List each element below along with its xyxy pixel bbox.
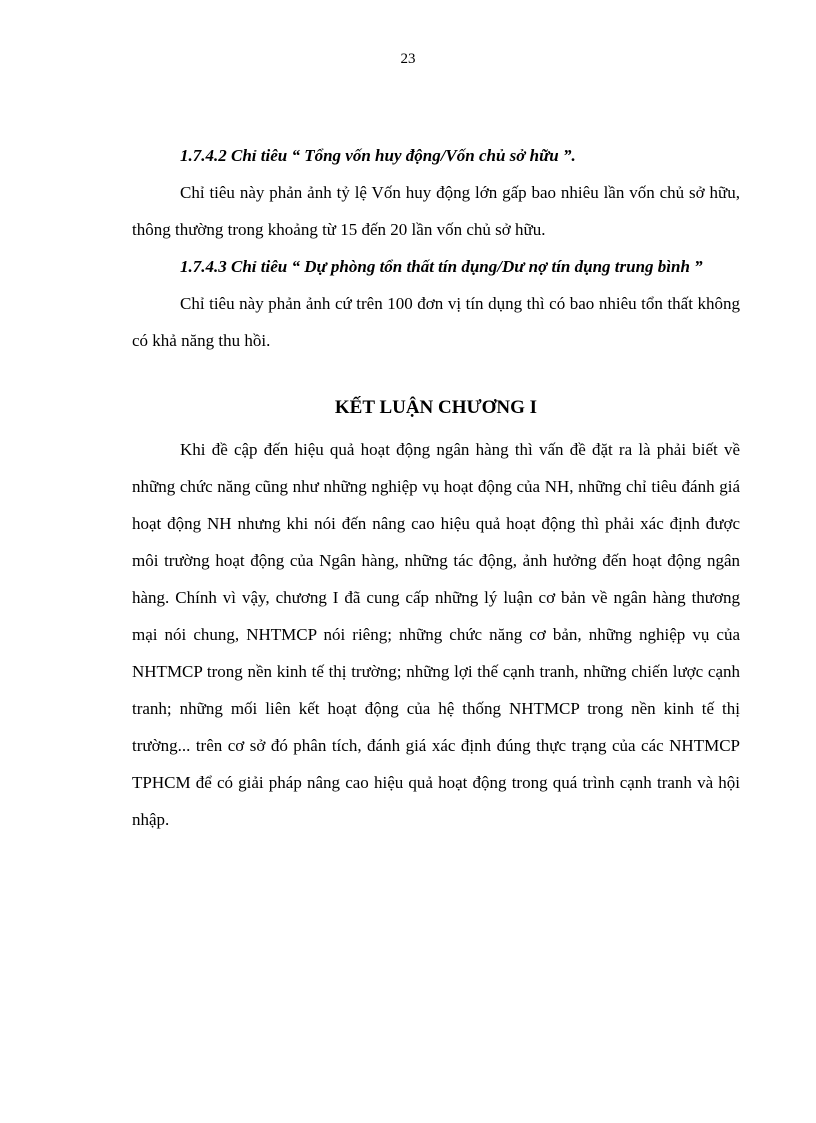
page-content [132,137,740,838]
section-1-7-4-2 [132,137,740,248]
conclusion-paragraph: Khi đề cập đến hiệu quả hoạt động ngân hàng thì vấn đề đặt ra là phải biết về những chức năng cũng như những nghiệp vụ hoạt động của NH, những chỉ tiêu đánh giá hoạt động NH nhưng khi nói đến nâng cao hiệu quả hoạt động thì phải xác định được môi trường hoạt động của Ngân hàng, những tác động, ảnh hưởng đến hoạt động ngân hàng. Chính vì vậy, chương I đã cung cấp những lý luận cơ bản về ngân hàng thương mại nói chung, NHTMCP nói riêng; những chức năng cơ bản, những nghiệp vụ của NHTMCP trong nền kinh tế thị trường; những lợi thế cạnh tranh, những chiến lược cạnh tranh; những mối liên kết hoạt động của hệ thống NHTMCP trong nền kinh tế thị trường... trên cơ sở đó phân tích, đánh giá xác định đúng thực trạng của các NHTMCP TPHCM để có giải pháp nâng cao hiệu quả hoạt động trong quá trình cạnh tranh và hội nhập. [132,440,740,829]
page-number: 23 [400,51,416,67]
section-paragraph: Chỉ tiêu này phản ảnh tỷ lệ Vốn huy động lớn gấp bao nhiêu lần vốn chủ sở hữu, thông thường trong khoảng từ 15 đến 20 lần vốn chủ sở hữu. [132,183,740,239]
section-heading: 1.7.4.2 Chỉ tiêu “ Tổng vốn huy động/Vốn chủ sở hữu ”. [180,146,576,165]
chapter-conclusion-title: KẾT LUẬN CHƯƠNG I [334,397,538,418]
section-1-7-4-3 [132,248,740,359]
chapter-conclusion [132,393,740,838]
section-paragraph: Chỉ tiêu này phản ảnh cứ trên 100 đơn vị tín dụng thì có bao nhiêu tổn thất không có khả năng thu hồi. [132,294,740,350]
section-heading: 1.7.4.3 Chỉ tiêu “ Dự phòng tổn thất tín dụng/Dư nợ tín dụng trung bình ” [180,257,703,276]
